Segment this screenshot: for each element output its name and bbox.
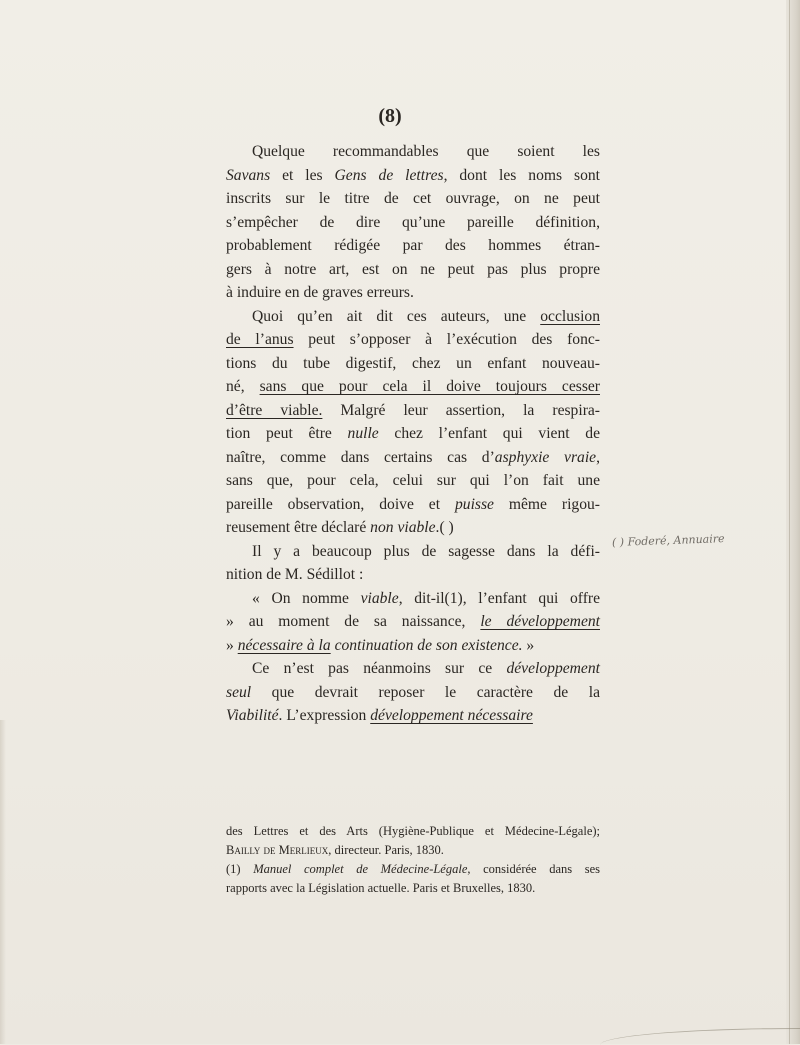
text-line: pareille observation, doive et puisse même rigou-	[226, 495, 600, 513]
footnotes	[226, 822, 600, 898]
text-line: » nécessaire à la continuation de son existence. »	[226, 636, 535, 654]
text-line: Il y a beaucoup plus de sagesse dans la défi-	[252, 542, 600, 560]
text-line: tion peut être nulle chez l’enfant qui vient de	[226, 425, 600, 442]
handwritten-margin-note: ( ) Foderé, Annuaire	[611, 532, 725, 549]
text-line: à induire en de graves erreurs.	[226, 284, 414, 301]
text-line: Quoi qu’en ait dit ces auteurs, une occlusion	[252, 307, 600, 325]
page-curl	[600, 1028, 800, 1045]
footnote-line: Bailly de Merlieux, directeur. Paris, 1830.	[226, 843, 444, 857]
text-line: Ce n’est pas néanmoins sur ce développement	[252, 660, 600, 677]
text-line: d’être viable. Malgré leur assertion, la respira-	[226, 401, 600, 419]
footnote-line: rapports avec la Législation actuelle. Paris et Bruxelles, 1830.	[226, 881, 536, 895]
text-line: Quelque recommandables que soient les	[252, 143, 600, 160]
text-line: gers à notre art, est on ne peut pas plus propre	[226, 260, 600, 278]
binding-shadow	[0, 720, 6, 1044]
page-number: (8)	[378, 105, 402, 127]
text-line: s’empêcher de dire qu’une pareille définition,	[226, 213, 600, 231]
text-line: seul que devrait reposer le caractère de la	[226, 683, 600, 701]
text-line: Savans et les Gens de lettres, dont les noms sont	[226, 166, 600, 184]
footnote-line: (1) Manuel complet de Médecine-Légale, considérée dans ses	[226, 862, 601, 876]
text-line: probablement rédigée par des hommes étran-	[226, 237, 600, 254]
text-line: naître, comme dans certains cas d’asphyxie vraie,	[226, 448, 600, 466]
text-line: nition de M. Sédillot :	[226, 566, 364, 583]
text-line: « On nomme viable, dit-il(1), l’enfant qui offre	[252, 589, 600, 607]
text-line: Viabilité. L’expression développement nécessaire	[226, 707, 533, 724]
page-edge-line	[789, 0, 790, 1044]
text-line: » au moment de sa naissance, le développement	[226, 613, 600, 630]
text-line: reusement être déclaré non viable.( )	[226, 519, 454, 536]
text-line: tions du tube digestif, chez un enfant nouveau-	[226, 354, 600, 372]
footnote-line: des Lettres et des Arts (Hygiène-Publique et Médecine-Légale);	[226, 824, 600, 838]
text-line: inscrits sur le titre de cet ouvrage, on ne peut	[226, 190, 600, 207]
text-line: sans que, pour cela, celui sur qui l’on fait une	[226, 472, 600, 489]
text-line: de l’anus peut s’opposer à l’exécution des fonc-	[226, 331, 600, 348]
text-line: né, sans que pour cela il doive toujours cesser	[226, 378, 600, 395]
body-text	[226, 140, 600, 728]
